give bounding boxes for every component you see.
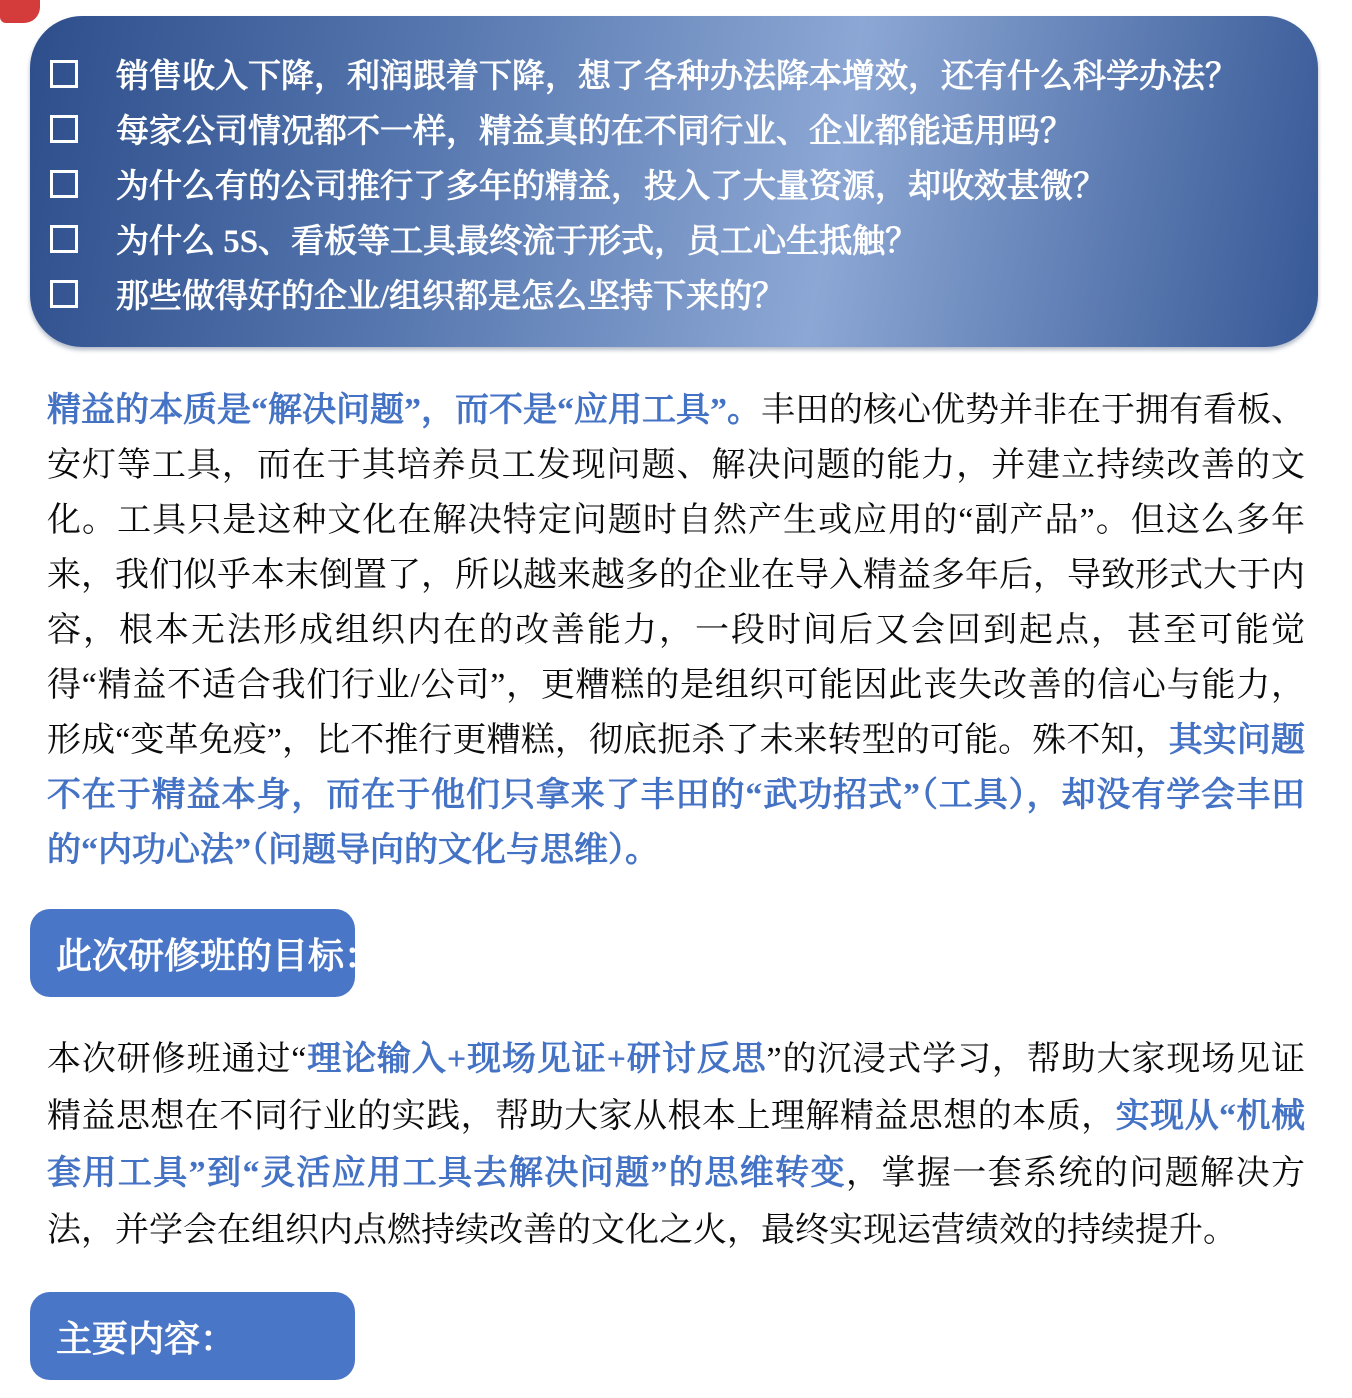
text-segment-blue: 精益的本质是“解决问题”，而不是“应用工具”。 (47, 392, 761, 429)
checkbox-icon (50, 170, 78, 198)
goal-heading-label: 此次研修班的目标： (56, 935, 381, 976)
program-paragraph (47, 1031, 1305, 1259)
question-item (50, 266, 1318, 321)
content-heading-label: 主要内容： (56, 1318, 237, 1359)
question-text: 那些做得好的企业/组织都是怎么坚持下来的？ (116, 279, 786, 315)
text-segment-blue: 实现从“机械套用工具”到“灵活应用工具去解决问题”的思维转变 (47, 1098, 1306, 1192)
question-item (50, 46, 1318, 101)
text-segment-blue: 其实问题不在于精益本身，而在于他们只拿来了丰田的“武功招式”（工具），却没有学会丰田的“内功心法”（问题导向的文化与思维）。 (47, 722, 1305, 869)
checkbox-icon (50, 280, 78, 308)
question-item (50, 211, 1318, 266)
question-item (50, 101, 1318, 156)
question-text: 为什么有的公司推行了多年的精益，投入了大量资源，却收效甚微？ (116, 169, 1106, 205)
checkbox-icon (50, 225, 78, 253)
goal-heading-badge (30, 909, 381, 997)
red-corner-fragment (0, 0, 40, 23)
text-segment-black: 丰田的核心优势并非在于拥有看板、安灯等工具，而在于其培养员工发现问题、解决问题的能力，并建立持续改善的文化。工具只是这种文化在解决特定问题时自然产生或应用的“副产品”。但这么多年来，我们似乎本末倒置了，所以越来越多的企业在导入精益多年后，导致形式大于内容，根本无法形成组织内在的改善能力，一段时间后又会回到起点，甚至可能觉得“精益不适合我们行业/公司”，更糟糕的是组织可能因此丧失改善的信心与能力，形成“变革免疫”，比不推行更糟糕，彻底扼杀了未来转型的可能。殊不知， (47, 392, 1305, 759)
intro-paragraph (47, 383, 1305, 878)
question-text: 每家公司情况都不一样，精益真的在不同行业、企业都能适用吗？ (116, 114, 1073, 150)
question-list-box (30, 16, 1318, 347)
question-text: 为什么 5S、看板等工具最终流于形式，员工心生抵触？ (116, 224, 919, 260)
text-segment-blue: 理论输入+现场见证+研讨反思 (306, 1041, 767, 1078)
question-item (50, 156, 1318, 211)
text-segment-black: ”的沉浸式学习，帮助大家现场见证精益思想在不同行业的实践，帮助大家从根本上理解精益思想的本质， (47, 1041, 1306, 1135)
checkbox-icon (50, 60, 78, 88)
content-heading-badge (30, 1292, 355, 1380)
text-segment-black: ，掌握一套系统的问题解决方法，并学会在组织内点燃持续改善的文化之火，最终实现运营绩效的持续提升。 (47, 1155, 1305, 1249)
text-segment-black: 本次研修班通过“ (47, 1041, 307, 1078)
question-text: 销售收入下降，利润跟着下降，想了各种办法降本增效，还有什么科学办法？ (116, 59, 1238, 95)
checkbox-icon (50, 115, 78, 143)
